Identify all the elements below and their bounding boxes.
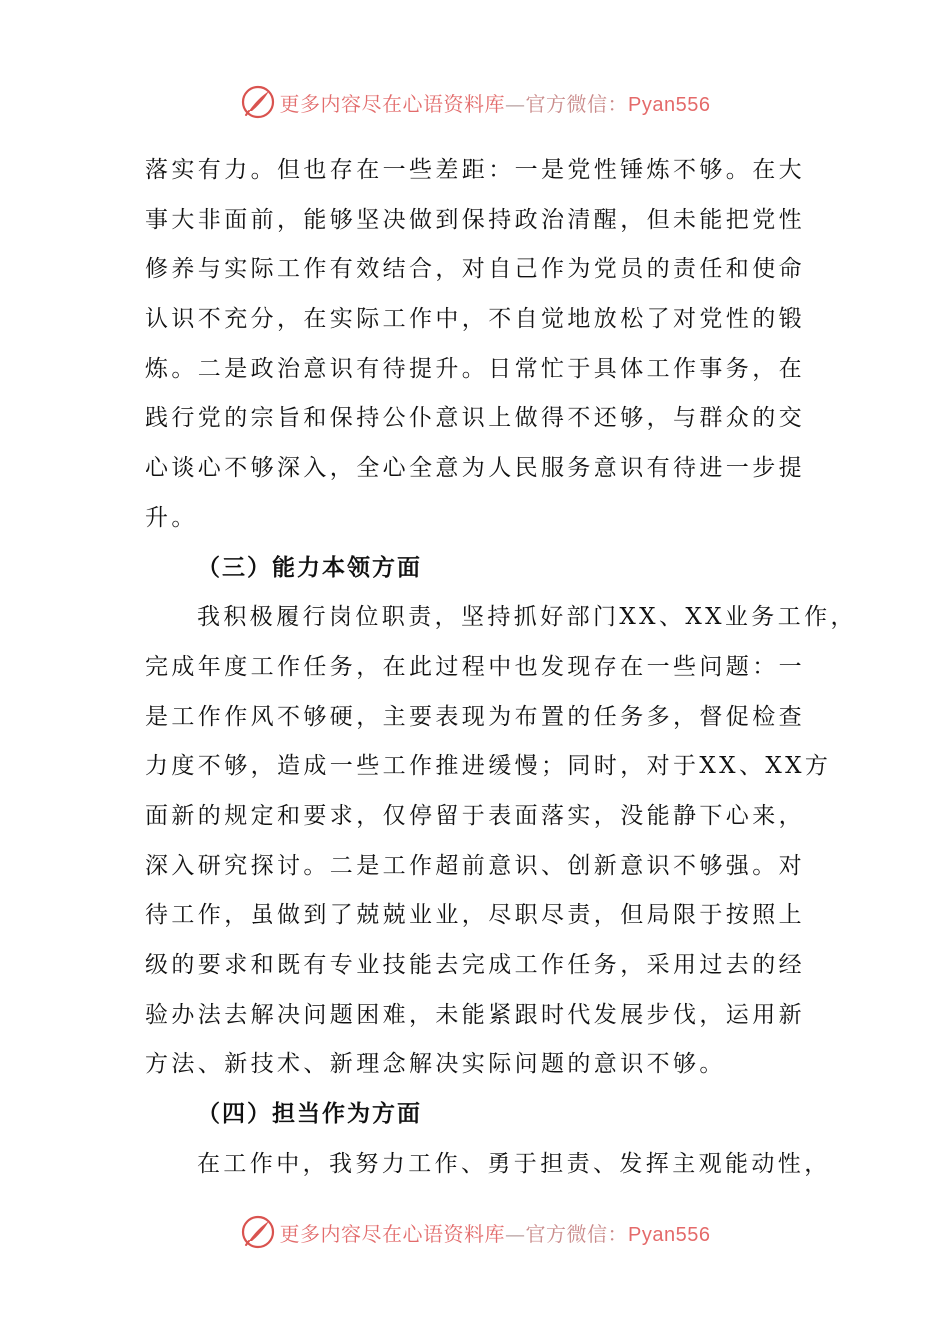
text-line: 方法、新技术、新理念解决实际问题的意识不够。: [145, 1051, 726, 1078]
text-line: 是工作作风不够硬，主要表现为布置的任务多，督促检查: [145, 703, 805, 730]
watermark-label: 官方微信：: [525, 91, 629, 116]
text-line: 升。: [145, 504, 198, 531]
watermark-text: [280, 1218, 711, 1247]
text-line: 践行党的宗旨和保持公仆意识上做得不还够，与群众的交: [145, 405, 805, 432]
text-line: 级的要求和既有专业技能去完成工作任务，采用过去的经: [145, 952, 805, 978]
text-line: 认识不充分，在实际工作中，不自觉地放松了对党性的锻: [145, 306, 805, 333]
text-line: 力度不够，造成一些工作推进缓慢；同时，对于XX、XX方: [145, 753, 832, 780]
text-line: 落实有力。但也存在一些差距：一是党性锤炼不够。在大: [145, 157, 805, 183]
document-body: [145, 146, 857, 1189]
text-line: 修养与实际工作有效结合，对自己作为党员的责任和使命: [145, 256, 805, 283]
text-line: 心谈心不够深入，全心全意为人民服务意识有待进一步提: [145, 455, 805, 482]
quill-pen-icon: [240, 1214, 276, 1250]
section-heading-responsibility: （四）担当作为方面: [197, 1101, 422, 1128]
footer-watermark: [0, 1212, 950, 1252]
text-line: 事大非面前，能够坚决做到保持政治清醒，但未能把党性: [145, 206, 805, 233]
header-watermark: [0, 82, 950, 122]
text-line: 面新的规定和要求，仅停留于表面落实，没能静下心来，: [145, 802, 805, 829]
quill-pen-icon: [240, 84, 276, 120]
watermark-wechat-id: Pyan556: [628, 93, 711, 116]
watermark-label: 官方微信：: [525, 1221, 629, 1246]
text-line: 完成年度工作任务，在此过程中也发现存在一些问题：一: [145, 653, 805, 680]
text-line: 深入研究探讨。二是工作超前意识、创新意识不够强。对: [145, 852, 805, 879]
watermark-main: 更多内容尽在心语资料库: [279, 91, 506, 116]
text-line: 验办法去解决问题困难，未能紧跟时代发展步伐，运用新: [145, 1001, 805, 1028]
section-heading-ability: （三）能力本领方面: [197, 554, 422, 581]
watermark-text: [280, 88, 711, 117]
watermark-separator: —: [505, 91, 526, 116]
paragraph-start: 在工作中，我努力工作、勇于担责、发挥主观能动性，: [197, 1150, 831, 1177]
text-line: 待工作，虽做到了兢兢业业，尽职尽责，但局限于按照上: [145, 902, 805, 929]
watermark-wechat-id: Pyan556: [628, 1223, 711, 1246]
paragraph-start: 我积极履行岗位职责，坚持抓好部门XX、XX业务工作，: [197, 604, 857, 631]
watermark-main: 更多内容尽在心语资料库: [279, 1221, 506, 1246]
text-line: 炼。二是政治意识有待提升。日常忙于具体工作事务，在: [145, 355, 805, 382]
watermark-separator: —: [505, 1221, 526, 1246]
